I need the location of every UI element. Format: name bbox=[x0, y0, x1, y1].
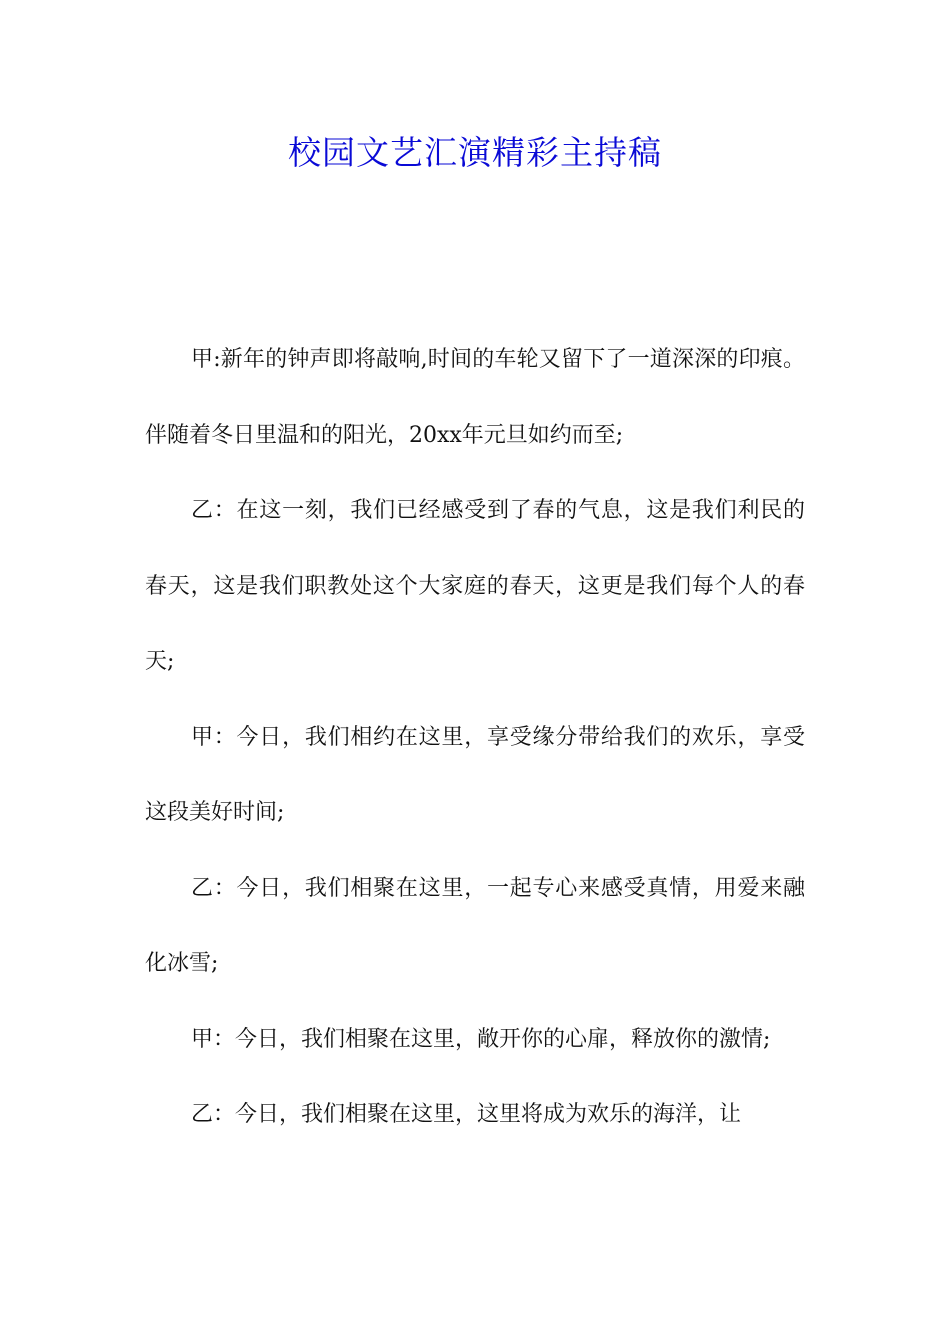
paragraph-5: 甲：今日，我们相聚在这里，敞开你的心扉，释放你的激情; bbox=[191, 1026, 771, 1052]
paragraph-3: 甲：今日，我们相约在这里，享受缘分带给我们的欢乐，享受这段美好时间; bbox=[145, 724, 805, 825]
document-title: 校园文艺汇演精彩主持稿 bbox=[288, 133, 662, 172]
paragraph-2: 乙：在这一刻，我们已经感受到了春的气息，这是我们利民的春天，这是我们职教处这个大家庭的春天，这更是我们每个人的春天; bbox=[145, 498, 805, 674]
paragraph-1: 甲:新年的钟声即将敲响,时间的车轮又留下了一道深深的印痕。伴随着冬日里温和的阳光，20xx年元旦如约而至; bbox=[145, 347, 805, 448]
document-body bbox=[145, 322, 805, 1153]
paragraph-6: 乙：今日，我们相聚在这里，这里将成为欢乐的海洋，让 bbox=[191, 1102, 742, 1127]
paragraph-4: 乙：今日，我们相聚在这里，一起专心来感受真情，用爱来融化冰雪; bbox=[145, 875, 805, 976]
